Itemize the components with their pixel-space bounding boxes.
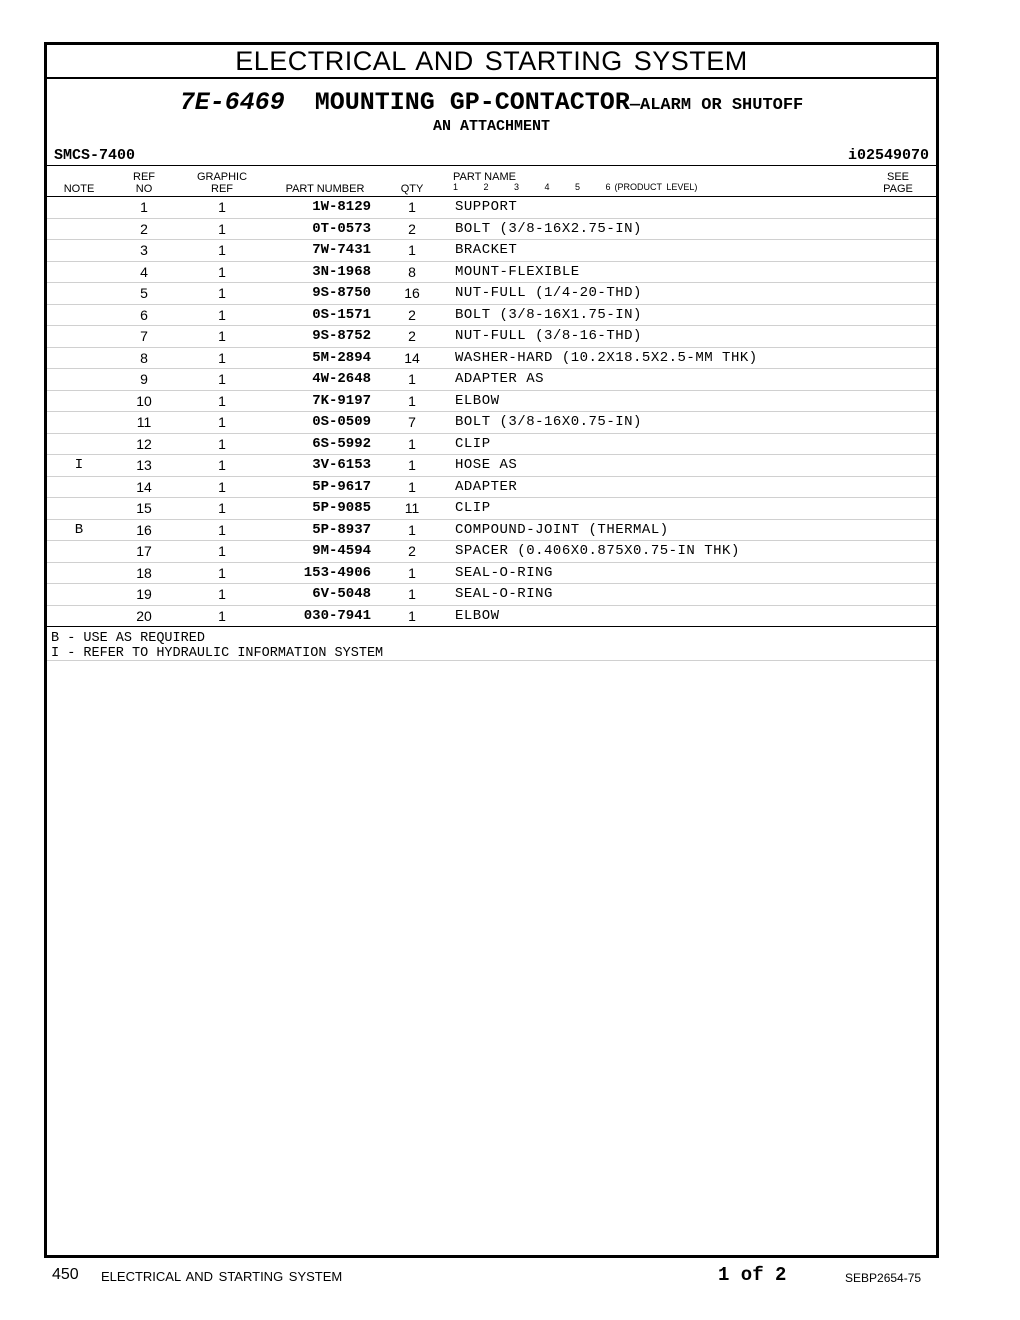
row-part-name: SUPPORT [455,199,518,215]
row-graphic-ref: 1 [218,371,226,387]
row-qty: 2 [408,306,416,323]
row-part-name: NUT-FULL (1/4-20-THD) [455,285,642,301]
table-row [47,584,936,606]
row-graphic-ref: 1 [218,349,226,366]
row-part-name: ADAPTER [455,478,518,495]
row-part-name: HOSE AS [455,457,518,473]
header-divider [47,165,936,166]
row-part-name: MOUNT-FLEXIBLE [455,263,580,280]
group-part-number[interactable]: 7E-6469 [179,88,285,117]
row-qty: 11 [404,500,420,516]
row-part-name: CLIP [455,500,491,516]
row-graphic-ref: 1 [218,285,226,301]
table-row [47,412,936,434]
column-header-see-page [873,171,923,195]
table-row [47,369,936,391]
row-part-name: BOLT (3/8-16X0.75-IN) [455,414,642,430]
table-row [47,455,936,477]
column-header-graphic-bottom: REF [211,183,233,195]
notes-divider [47,660,936,661]
row-qty: 2 [408,543,416,559]
row-part-name: SEAL-O-RING [455,564,553,581]
row-graphic-ref: 1 [218,586,226,602]
row-graphic-ref: 1 [218,607,226,624]
row-part-number[interactable]: 153-4906 [303,564,371,581]
table-row [47,262,936,284]
column-header-see-top: SEE [886,171,909,183]
row-graphic-ref: 1 [218,543,226,559]
column-header-ref [119,171,169,195]
row-part-name: NUT-FULL (3/8-16-THD) [455,328,642,344]
row-part-name: SPACER (0.406X0.875X0.75-IN THK) [455,543,740,559]
note-i: I - REFER TO HYDRAULIC INFORMATION SYSTEM [51,646,384,661]
table-row [47,391,936,413]
row-ref-no: 4 [140,263,148,280]
row-part-name: BOLT (3/8-16X1.75-IN) [455,306,642,323]
row-qty: 1 [408,435,416,452]
table-row [47,219,936,241]
row-part-number[interactable]: 7W-7431 [312,242,371,258]
table-row [47,498,936,520]
row-ref-no: 5 [140,285,148,301]
row-ref-no: 18 [136,564,152,581]
table-row [47,541,936,563]
row-part-number[interactable]: 030-7941 [303,607,371,624]
row-qty: 1 [408,199,416,215]
row-graphic-ref: 1 [218,220,226,237]
illustration-id: i02549070 [847,147,929,164]
column-header-part-number: PART NUMBER [285,183,365,195]
row-graphic-ref: 1 [218,564,226,581]
row-note: I [74,457,84,473]
row-qty: 14 [404,349,420,366]
row-graphic-ref: 1 [218,392,226,409]
group-subtitle: AN ATTACHMENT [432,118,551,135]
row-qty: 16 [404,285,420,301]
column-header-ref-top: REF [133,171,155,183]
footer-page-of: 1 of 2 [718,1264,787,1286]
section-title: ELECTRICAL AND STARTING SYSTEM [47,45,936,79]
product-level-numbers: 1 2 3 4 5 6 [453,182,611,192]
group-heading [47,88,936,117]
row-part-name: ELBOW [455,607,500,624]
row-ref-no: 9 [140,371,148,387]
note-b: B - USE AS REQUIRED [51,631,205,646]
column-header-graphic-ref [187,171,257,195]
product-level-label: (PRODUCT LEVEL) [614,182,698,192]
row-graphic-ref: 1 [218,521,226,538]
table-row [47,520,936,542]
row-part-name: BRACKET [455,242,518,258]
row-ref-no: 16 [136,521,152,538]
row-graphic-ref: 1 [218,435,226,452]
row-part-name: BOLT (3/8-16X2.75-IN) [455,220,642,237]
row-graphic-ref: 1 [218,306,226,323]
column-header-qty: QTY [400,183,424,195]
row-qty: 2 [408,328,416,344]
row-part-number[interactable]: 4W-2648 [312,371,371,387]
row-part-number[interactable]: 9M-4594 [312,543,371,559]
row-ref-no: 11 [136,414,152,430]
row-graphic-ref: 1 [218,500,226,516]
row-part-name: ADAPTER AS [455,371,545,387]
row-part-number[interactable]: 5P-8937 [312,521,371,538]
row-ref-no: 15 [136,500,152,516]
footer-section: ELECTRICAL AND STARTING SYSTEM [101,1269,343,1284]
footer-page-number: 450 [52,1266,79,1283]
column-header-part-name: PART NAME [453,171,516,183]
row-part-name: WASHER-HARD (10.2X18.5X2.5-MM THK) [455,349,758,366]
row-part-number[interactable]: 7K-9197 [312,392,371,409]
row-graphic-ref: 1 [218,263,226,280]
table-row [47,434,936,456]
row-ref-no: 12 [136,435,152,452]
row-part-name: CLIP [455,435,491,452]
row-qty: 1 [408,607,416,624]
parts-table [47,196,936,627]
table-row [47,606,936,628]
row-graphic-ref: 1 [218,414,226,430]
row-graphic-ref: 1 [218,457,226,473]
product-level-indicator [453,182,697,192]
row-qty: 1 [408,564,416,581]
row-part-number[interactable]: 3N-1968 [312,263,371,280]
group-name-suffix: —ALARM OR SHUTOFF [629,96,804,115]
row-qty: 2 [408,220,416,237]
column-header-ref-bottom: NO [135,183,153,195]
row-part-number[interactable]: 0T-0573 [312,220,371,237]
row-part-number[interactable]: 5M-2894 [312,349,371,366]
row-part-number[interactable]: 6V-5048 [312,586,371,602]
table-row [47,283,936,305]
row-ref-no: 10 [136,392,152,409]
row-part-number[interactable]: 0S-1571 [312,306,371,323]
column-header-graphic-top: GRAPHIC [196,171,248,183]
row-qty: 1 [408,392,416,409]
smcs-code: SMCS-7400 [54,147,136,164]
group-name: MOUNTING GP-CONTACTOR [314,88,630,117]
row-qty: 1 [408,371,416,387]
table-row [47,348,936,370]
row-ref-no: 3 [140,242,148,258]
table-row [47,326,936,348]
row-ref-no: 13 [136,457,152,473]
row-part-name: ELBOW [455,392,500,409]
notes-legend [51,631,936,661]
row-part-number[interactable]: 6S-5992 [312,435,371,452]
column-header-note: NOTE [63,183,95,195]
row-part-number[interactable]: 1W-8129 [312,199,371,215]
footer-document-id: SEBP2654-75 [845,1271,922,1285]
row-ref-no: 8 [140,349,148,366]
table-row [47,196,936,219]
row-qty: 1 [408,242,416,258]
table-row [47,477,936,499]
row-qty: 8 [408,263,416,280]
row-ref-no: 20 [136,607,152,624]
row-ref-no: 19 [136,586,152,602]
row-part-number[interactable]: 0S-0509 [312,414,371,430]
row-note: B [74,521,84,538]
row-graphic-ref: 1 [218,478,226,495]
row-ref-no: 17 [136,543,152,559]
row-graphic-ref: 1 [218,199,226,215]
row-part-number[interactable]: 5P-9617 [312,478,371,495]
row-ref-no: 1 [140,199,148,215]
row-graphic-ref: 1 [218,328,226,344]
row-qty: 7 [408,414,416,430]
table-row [47,563,936,585]
row-ref-no: 7 [140,328,148,344]
column-header-see-bottom: PAGE [883,183,913,195]
table-row [47,305,936,327]
table-row [47,240,936,262]
page-frame [44,42,939,1258]
row-graphic-ref: 1 [218,242,226,258]
row-part-number[interactable]: 3V-6153 [312,457,371,473]
row-part-name: SEAL-O-RING [455,586,553,602]
row-qty: 1 [408,457,416,473]
row-part-name: COMPOUND-JOINT (THERMAL) [455,521,669,538]
row-part-number[interactable]: 9S-8750 [312,285,371,301]
row-ref-no: 2 [140,220,148,237]
row-qty: 1 [408,586,416,602]
row-ref-no: 14 [136,478,152,495]
row-part-number[interactable]: 9S-8752 [312,328,371,344]
row-qty: 1 [408,478,416,495]
row-qty: 1 [408,521,416,538]
row-ref-no: 6 [140,306,148,323]
row-part-number[interactable]: 5P-9085 [312,500,371,516]
